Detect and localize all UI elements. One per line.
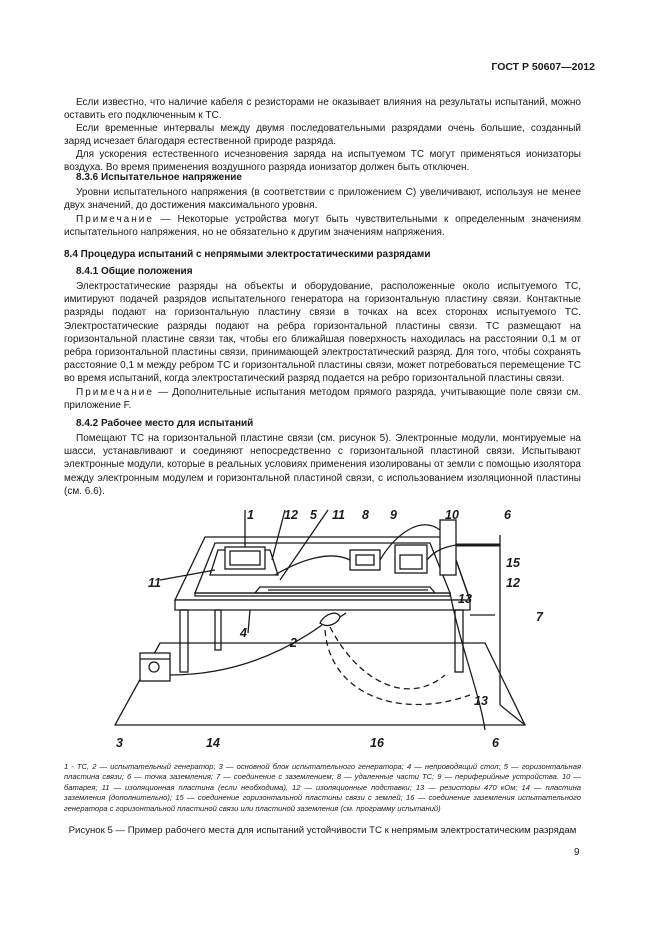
- label: 9: [390, 508, 397, 522]
- label: 13: [458, 592, 472, 606]
- table-leg: [180, 610, 188, 672]
- label: 2: [290, 636, 297, 650]
- figure-caption: Рисунок 5 — Пример рабочего места для испытаний устойчивости ТС к непрямым электростатическим разрядам: [68, 825, 577, 836]
- label: 5: [310, 508, 317, 522]
- generator-main-unit: [140, 653, 170, 681]
- esd-generator: [320, 613, 340, 625]
- paragraph: Помещают ТС на горизонтальной пластине связи (см. рисунок 5). Электронные модули, монтируемые на шасси, устанавливают и соединяют непосредственно с горизонтальной пластиной связи. Испытывают электронные модули, которые в реальных условиях применения изолированы от земли с помощью изолятора между электронным модулем и горизонтальной пластиной связи, с использованием изоляционной пластины (см. 6.6).: [64, 433, 581, 497]
- note-label: Примечание: [76, 214, 154, 225]
- figure-5-test-setup: [100, 505, 560, 757]
- paragraph: Если временные интервалы между двумя последовательными разрядами очень большие, созданный заряд исчезает благодаря естественной природе разряда.: [64, 123, 581, 148]
- document-header: ГОСТ Р 50607—2012: [491, 61, 595, 73]
- section-heading: 8.3.6 Испытательное напряжение: [76, 172, 242, 183]
- label: 11: [332, 508, 345, 522]
- page-number: 9: [574, 847, 580, 858]
- section-heading: 8.4.2 Рабочее место для испытаний: [76, 418, 254, 429]
- section-heading: 8.4.1 Общие положения: [76, 266, 193, 277]
- label: 16: [370, 736, 384, 750]
- paragraph: Электростатические разряды на объекты и оборудование, расположенные около испытуемого ТС, имитируют подачей разрядов испытательного генератора на горизонтальную пластину связи. Контактные разряды подают на горизонтальную пластину связи в точках на всех сторонах испытуемого ТС. Электростатические разряды подают на ребра горизонтальной пластины связи. ТС размещают на горизонтальной пластине связи так, чтобы его ближайшая поверхность находилась на расстоянии 0,1 м от ребра горизонтальной пластины связи, принимающей электростатический разряд. Для того, чтобы сохранять расстояние 0,1 м между ребром ТС и горизонтальной пластины связи, может потребоваться перемещение ТС во время испытаний, когда электростатический разряд подается на ребро горизонтальной пластины связи.: [64, 281, 581, 385]
- paragraph: Уровни испытательного напряжения (в соответствии с приложением С) увеличивают, используя не менее двух значений, до достижения максимального уровня.: [64, 187, 581, 212]
- label: 13: [474, 694, 488, 708]
- note-label: Примечание: [76, 387, 154, 398]
- label: 15: [506, 556, 520, 570]
- label: 1: [247, 508, 254, 522]
- label: 7: [536, 610, 543, 624]
- remote-parts: [350, 550, 380, 570]
- label: 8: [362, 508, 369, 522]
- note: [64, 213, 581, 239]
- paragraph: Для ускорения естественного исчезновения заряда на испытуемом ТС могут применяться ионизаторы воздуха. Во время применения воздушного разряда ионизатор должен быть отключен.: [64, 149, 581, 174]
- eut-box: [225, 547, 265, 569]
- label: 10: [445, 508, 459, 522]
- section-heading: 8.4 Процедура испытаний с непрямыми электростатическими разрядами: [64, 249, 431, 260]
- battery: [440, 520, 456, 575]
- label: 3: [116, 736, 123, 750]
- note-text: — Дополнительные испытания методом прямого разряда, учитывающие поле связи см. приложение F.: [64, 387, 581, 412]
- note-text: — Некоторые устройства могут быть чувствительными к определенным значениям испытательного напряжения, но не обязательно к другим значениям напряжения.: [64, 214, 581, 239]
- note: [64, 386, 581, 412]
- label: 14: [206, 736, 220, 750]
- label: 11: [148, 576, 161, 590]
- label: 6: [504, 508, 511, 522]
- label: 12: [284, 508, 298, 522]
- table-leg: [215, 610, 221, 650]
- label: 12: [506, 576, 520, 590]
- label: 4: [240, 626, 247, 640]
- paragraph: Если известно, что наличие кабеля с резисторами не оказывает влияния на результаты испытаний, можно оставить его подключенным к ТС.: [64, 97, 581, 122]
- figure-legend: 1 - ТС, 2 — испытательный генератор; 3 — основной блок испытательного генератора; 4 — непроводящий стол; 5 — горизонтальная пластина связи; 6 — точка заземления; 7 — соединение с заземлением; 8 — удаленные части ТС; 9 — периферийные устройства. 10 — батарея; 11 — изоляционная пластина (если необходима), 12 — изоляционные подставки; 13 — резисторы 470 кОм; 14 — пластина заземления (дополнительно); 15 — соединение горизонтальной пластины связи с землей; 16 — соединение заземления испытательного генератора с горизонтальной пластиной связи или пластиной заземления (см. программу испытаний): [64, 762, 581, 813]
- label: 6: [492, 736, 499, 750]
